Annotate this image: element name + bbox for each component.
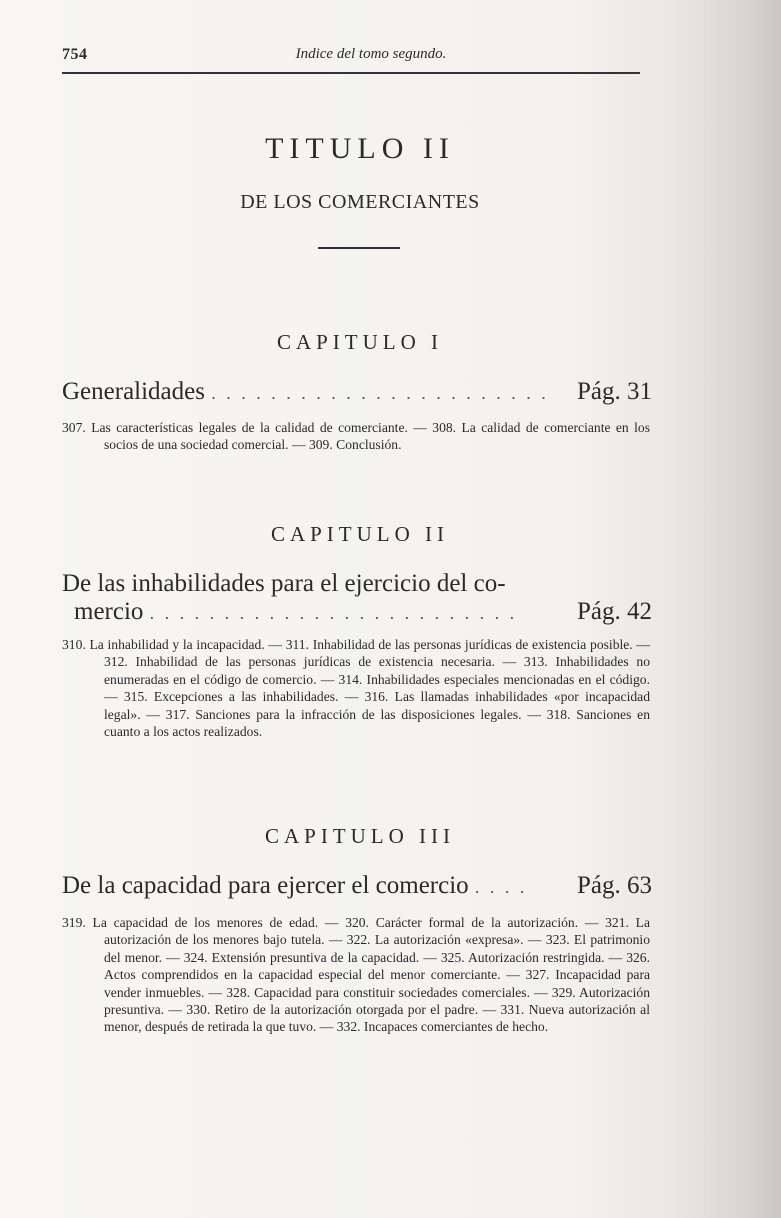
titulo-subtitle: DE LOS COMERCIANTES [240, 191, 480, 213]
header-rule [62, 72, 640, 74]
chapter-2-summary: 310. La inhabilidad y la incapacidad. — 311. Inhabilidad de las personas jurídicas de existencia posible. — 312. Inhabilidad de las personas jurídicas de existencia necesaria. — 313. Inhabilidades no enumeradas en el código de comercio. — 314. Inhabilidades especiales mencionadas en el código. — 315. Excepciones a las inhabilidades. — 316. Las llamadas inhabilidades «por incapacidad legal». — 317. Sanciones para la infracción de las disposiciones legales. — 318. Sanciones en cuanto a los actos realizados. [62, 637, 650, 740]
chapter-3-page: Pág. 63 [577, 872, 652, 899]
chapter-1-dots: . . . . . . . . . . . . . . . . . . . . . . . [211, 383, 549, 403]
chapter-1-entry [62, 378, 652, 406]
chapter-1-page: Pág. 31 [577, 378, 652, 405]
chapter-1-summary: 307. Las características legales de la calidad de comerciante. — 308. La calidad de comerciante en los socios de una sociedad comercial. — 309. Conclusión. [62, 420, 650, 453]
chapter-2-dots: . . . . . . . . . . . . . . . . . . . . . . . . . [149, 603, 518, 623]
chapter-3-heading: CAPITULO III [264, 824, 456, 848]
page-number: 754 [62, 46, 88, 63]
chapter-3-title: De la capacidad para ejercer el comercio [62, 872, 469, 899]
section-rule [318, 247, 400, 249]
chapter-2-title-line2: mercio [74, 598, 144, 625]
chapter-1-heading: CAPITULO I [276, 330, 444, 354]
chapter-2-title-line1: De las inhabilidades para el ejercicio del co- [62, 570, 506, 597]
chapter-3-summary: 319. La capacidad de los menores de edad. — 320. Carácter formal de la autorización. — 321. La autorización de los menores bajo tutela. — 322. La autorización «expresa». — 323. El patrimonio del menor. — 324. Extensión presuntiva de la capacidad. — 325. Autorización restringida. — 326. Actos comprendidos en la capacidad especial del menor comerciante. — 327. Incapacidad para vender inmuebles. — 328. Capacidad para constituir sociedades comerciales. — 329. Autorización presuntiva. — 330. Retiro de la autorización otorgada por el padre. — 331. Nueva autorización al menor, después de retirada la que tuvo. — 332. Incapaces comerciantes de hecho. [62, 915, 650, 1035]
page-header [62, 44, 640, 72]
chapter-2-heading: CAPITULO II [270, 522, 450, 546]
chapter-2-entry [62, 570, 652, 626]
chapter-3-entry [62, 872, 652, 900]
running-title: Indice del tomo segundo. [295, 46, 447, 62]
chapter-3-dots: . . . . [474, 877, 528, 897]
chapter-1-title: Generalidades [62, 378, 205, 405]
titulo-heading: TITULO II [265, 132, 455, 165]
chapter-2-page: Pág. 42 [577, 598, 652, 625]
